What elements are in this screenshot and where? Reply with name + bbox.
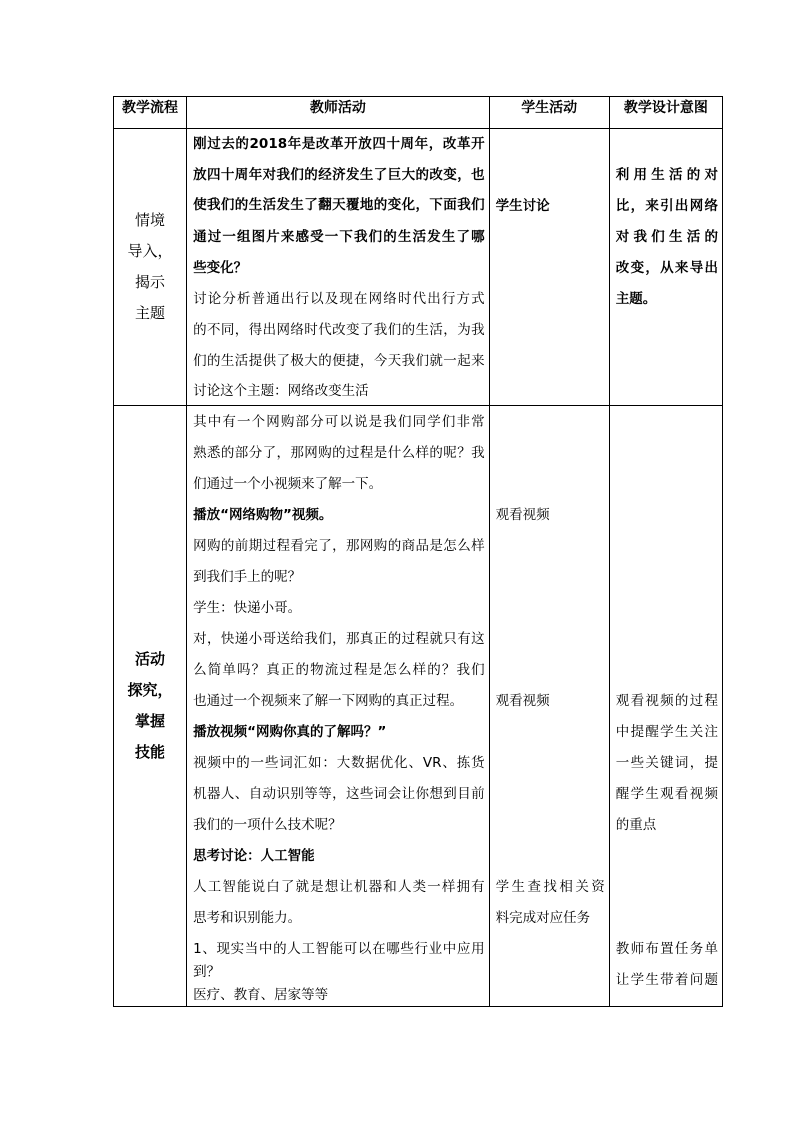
intent-line: 利用生活的对: [615, 167, 718, 183]
flow-line: 技能: [135, 743, 166, 761]
teacher-line: 医疗、教育、居家等等: [193, 987, 329, 1003]
intent-line: 教师布置任务单: [615, 941, 718, 957]
teacher-line: 到？: [193, 964, 221, 980]
teacher-line: 使我们的生活发生了翻天覆地的变化，下面我们: [193, 197, 485, 213]
student-line: 观看视频: [495, 693, 550, 709]
teacher-line: 放四十周年对我们的经济发生了巨大的改变，也: [193, 167, 485, 183]
teacher-line: 刚过去的2018年是改革开放四十周年，改革开: [193, 136, 485, 152]
teacher-line: 人工智能说白了就是想让机器和人类一样拥有: [193, 879, 485, 895]
teacher-line: 也通过一个视频来了解一下网购的真正过程。: [193, 693, 464, 709]
flow-line: 导入，: [127, 242, 173, 260]
teacher-line: 学生：快递小哥。: [193, 600, 302, 616]
header-student: 学生活动: [489, 97, 609, 129]
intent-line: 对我们生活的: [615, 229, 718, 245]
teacher-line: 机器人、自动识别等等，这些词会让你想到目前: [193, 786, 485, 802]
intent-line: 主题。: [615, 291, 657, 307]
teacher-line: 讨论这个主题：网络改变生活: [193, 383, 369, 399]
intent-line: 醒学生观看视频: [615, 786, 718, 802]
teacher-line: 其中有一个网购部分可以说是我们同学们非常: [193, 414, 485, 430]
header-intent: 教学设计意图: [609, 97, 722, 129]
teacher-line: 我们的一项什么技术呢？: [193, 817, 342, 833]
teacher-line: 播放“网络购物”视频。: [193, 507, 333, 523]
student-line: 学生查找相关资: [495, 879, 605, 895]
teacher-activity-cell: [187, 406, 489, 1007]
flow-line: 揭示: [135, 273, 166, 291]
flow-line: 活动: [135, 650, 166, 668]
teacher-activity-cell: [187, 129, 489, 406]
intent-line: 比，来引出网络: [615, 198, 718, 214]
teacher-line: 些变化？: [193, 260, 248, 276]
flow-line: 掌握: [135, 712, 166, 730]
flow-line: 探究，: [127, 681, 173, 699]
header-flow: 教学流程: [114, 97, 187, 129]
header-teacher: 教师活动: [187, 97, 489, 129]
teacher-line: 视频中的一些词汇如：大数据优化、VR、拣货: [193, 755, 485, 771]
student-line: 观看视频: [495, 507, 550, 523]
teacher-line: 讨论分析普通出行以及现在网络时代出行方式: [193, 291, 485, 307]
teacher-line: 们的生活提供了极大的便捷，今天我们就一起来: [193, 353, 485, 369]
table-row: [114, 406, 723, 1007]
intent-line: 一些关键词，提: [615, 755, 718, 771]
intent-line: 中提醒学生关注: [615, 724, 718, 740]
intent-line: 的重点: [615, 817, 657, 833]
design-intent-cell: [609, 129, 722, 406]
student-activity-cell: [489, 406, 609, 1007]
teacher-line: 的不同，得出网络时代改变了我们的生活，为我: [193, 322, 485, 338]
teacher-line: 到我们手上的呢？: [193, 569, 302, 585]
intent-line: 改变，从来导出: [615, 260, 718, 276]
teacher-line: 通过一组图片来感受一下我们的生活发生了哪: [193, 229, 485, 245]
intent-line: 观看视频的过程: [615, 693, 718, 709]
teacher-line: 思考讨论：人工智能: [193, 848, 315, 864]
flow-line: 主题: [135, 304, 166, 322]
teacher-line: 对，快递小哥送给我们，那真正的过程就只有这: [193, 631, 485, 647]
intent-line: 让学生带着问题: [615, 972, 718, 988]
student-line: 料完成对应任务: [495, 910, 591, 926]
teacher-line: 思考和识别能力。: [193, 910, 302, 926]
teacher-line: 熟悉的部分了，那网购的过程是什么样的呢？我: [193, 445, 485, 461]
flow-line: 情境: [135, 211, 166, 229]
lesson-plan-table: [113, 96, 723, 1007]
design-intent-cell: [609, 406, 722, 1007]
flow-cell: [114, 406, 187, 1007]
teacher-line: 们通过一个小视频来了解一下。: [193, 476, 383, 492]
student-line: 学生讨论: [495, 198, 550, 214]
flow-cell: [114, 129, 187, 406]
header-row: [114, 97, 723, 129]
student-activity-cell: [489, 129, 609, 406]
table-row: [114, 129, 723, 406]
teacher-line: 么简单吗？真正的物流过程是怎么样的？我们: [193, 662, 485, 678]
teacher-line: 1、现实当中的人工智能可以在哪些行业中应用: [193, 941, 485, 957]
teacher-line: 播放视频“网购你真的了解吗？”: [193, 724, 387, 740]
teacher-line: 网购的前期过程看完了，那网购的商品是怎么样: [193, 538, 485, 554]
